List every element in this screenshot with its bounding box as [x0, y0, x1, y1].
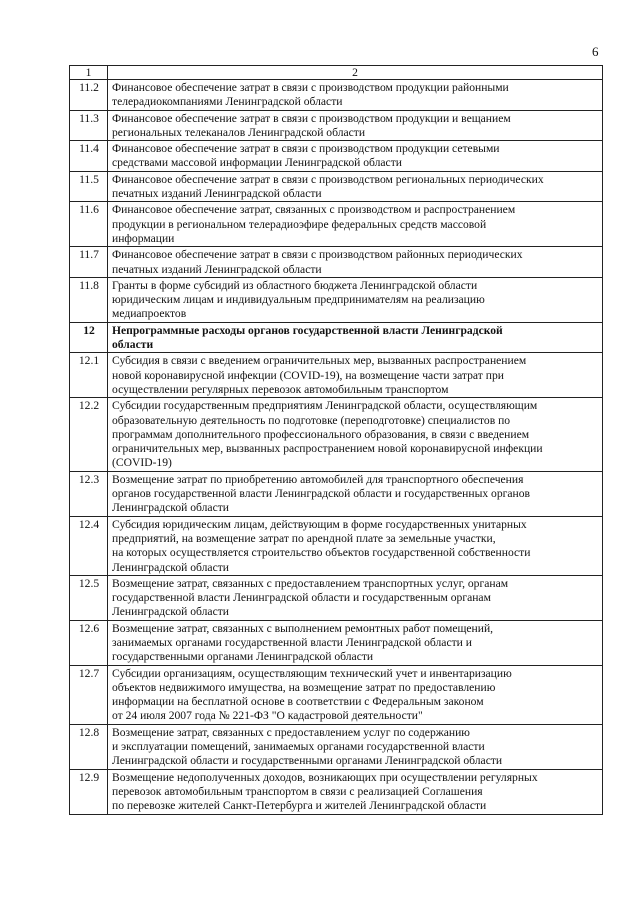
description-line: от 24 июля 2007 года № 221-ФЗ "О кадастровой деятельности": [112, 709, 423, 723]
page-number: 6: [592, 44, 599, 59]
description-line: новой коронавирусной инфекции (COVID-19), на возмещение части затрат при: [112, 368, 504, 382]
row-number: 12.7: [70, 665, 108, 724]
description-line: ограничительных мер, вызванных распространением новой коронавирусной инфекции: [112, 442, 543, 456]
description-line: осуществлении регулярных перевозок автомобильным транспортом: [112, 382, 449, 396]
description-line: Ленинградской области: [112, 560, 229, 574]
table-row: [70, 110, 603, 141]
row-number: 11.5: [70, 171, 108, 202]
row-description: [108, 665, 603, 724]
row-number: 11.3: [70, 110, 108, 141]
description-line: государственными органами Ленинградской области: [112, 650, 374, 664]
row-number: 12.6: [70, 620, 108, 665]
row-description: [108, 110, 603, 141]
expenditure-table: [69, 65, 603, 815]
description-line: Субсидии государственным предприятиям Ленинградской области, осуществляющим: [112, 399, 538, 413]
row-number: 11.2: [70, 80, 108, 111]
row-description: [108, 575, 603, 620]
description-line: перевозок автомобильным транспортом в связи с реализацией Соглашения: [112, 784, 483, 798]
table-row: [70, 471, 603, 516]
description-line: Субсидия юридическим лицам, действующим в форме государственных унитарных: [112, 517, 527, 531]
row-number: 12.2: [70, 398, 108, 471]
table-row: [70, 171, 603, 202]
description-line: органов государственной власти Ленинградской области и государственных органов: [112, 487, 531, 501]
description-line: занимаемых органами государственной власти Ленинградской области и: [112, 635, 472, 649]
description-line: информации на бесплатной основе в соответствии с Федеральным законом: [112, 695, 484, 709]
table-row: [70, 247, 603, 278]
description-line: Возмещение затрат, связанных с предоставлением услуг по содержанию: [112, 725, 470, 739]
description-line: области: [112, 338, 154, 352]
description-line: Ленинградской области: [112, 501, 229, 515]
row-description: [108, 353, 603, 398]
description-line: Финансовое обеспечение затрат в связи с производством продукции районными: [112, 81, 509, 94]
description-line: Непрограммные расходы органов государственной власти Ленинградской: [112, 323, 503, 337]
row-number: 11.8: [70, 277, 108, 322]
description-line: региональных телеканалов Ленинградской области: [112, 125, 366, 139]
description-line: Финансовое обеспечение затрат, связанных с производством и распространением: [112, 203, 516, 217]
column-header-description: 2: [108, 66, 603, 80]
row-description: [108, 247, 603, 278]
row-description: [108, 398, 603, 471]
row-description: [108, 620, 603, 665]
table-row: [70, 665, 603, 724]
description-line: печатных изданий Ленинградской области: [112, 262, 322, 276]
row-number: 12.3: [70, 471, 108, 516]
description-line: программам дополнительного профессионального образования, в связи с введением: [112, 427, 530, 441]
row-description: [108, 171, 603, 202]
row-number: 12.9: [70, 769, 108, 814]
description-line: Ленинградской области и государственными органами Ленинградской области: [112, 754, 503, 768]
table-row: [70, 769, 603, 814]
description-line: Финансовое обеспечение затрат в связи с производством продукции и вещанием: [112, 111, 511, 125]
row-description: [108, 769, 603, 814]
description-line: Возмещение недополученных доходов, возникающих при осуществлении регулярных: [112, 770, 538, 784]
table-row: [70, 202, 603, 247]
description-line: Ленинградской области: [112, 605, 229, 619]
table-row: [70, 516, 603, 575]
row-description: [108, 322, 603, 353]
description-line: по перевозке жителей Санкт-Петербурга и жителей Ленинградской области: [112, 799, 487, 813]
description-line: информации: [112, 231, 175, 245]
row-description: [108, 471, 603, 516]
table-header-row: [70, 66, 603, 80]
row-number: 12.4: [70, 516, 108, 575]
description-line: предприятий, на возмещение затрат по арендной плате за земельные участки,: [112, 531, 496, 545]
description-line: Возмещение затрат по приобретению автомобилей для транспортного обеспечения: [112, 472, 524, 486]
table-row: [70, 620, 603, 665]
table-row: [70, 398, 603, 471]
description-line: объектов недвижимого имущества, на возмещение затрат по предоставлению: [112, 680, 496, 694]
row-number: 11.4: [70, 141, 108, 172]
description-line: Финансовое обеспечение затрат в связи с производством продукции сетевыми: [112, 142, 500, 156]
row-number: 11.6: [70, 202, 108, 247]
table-row: [70, 141, 603, 172]
table-body: [70, 80, 603, 815]
description-line: Возмещение затрат, связанных с предоставлением транспортных услуг, органам: [112, 576, 509, 590]
table-row: [70, 724, 603, 769]
description-line: Субсидии организациям, осуществляющим технический учет и инвентаризацию: [112, 666, 512, 680]
description-line: Финансовое обеспечение затрат в связи с производством районных периодических: [112, 248, 523, 262]
row-description: [108, 277, 603, 322]
description-line: Гранты в форме субсидий из областного бюджета Ленинградской области: [112, 278, 478, 292]
row-description: [108, 724, 603, 769]
description-line: Субсидия в связи с введением ограничительных мер, вызванных распространением: [112, 354, 527, 368]
description-line: продукции в региональном телерадиоэфире федеральных средств массовой: [112, 217, 487, 231]
description-line: образовательную деятельность по подготовке (переподготовке) специалистов по: [112, 413, 511, 427]
table-row: [70, 353, 603, 398]
description-line: печатных изданий Ленинградской области: [112, 187, 322, 201]
column-header-number: 1: [70, 66, 108, 80]
row-number: 12.5: [70, 575, 108, 620]
row-number: 12.1: [70, 353, 108, 398]
description-line: медиапроектов: [112, 307, 187, 321]
row-number: 11.7: [70, 247, 108, 278]
description-line: Финансовое обеспечение затрат в связи с производством региональных периодических: [112, 172, 544, 186]
description-line: (COVID-19): [112, 456, 172, 470]
description-line: Возмещение затрат, связанных с выполнением ремонтных работ помещений,: [112, 621, 494, 635]
description-line: телерадиокомпаниями Ленинградской области: [112, 95, 343, 109]
row-description: [108, 80, 603, 111]
table-row: [70, 80, 603, 111]
table-row: [70, 277, 603, 322]
table-row: [70, 575, 603, 620]
description-line: на которых осуществляется строительство объектов государственной собственности: [112, 546, 531, 560]
row-number: 12: [70, 322, 108, 353]
description-line: государственной власти Ленинградской области и государственным органам: [112, 591, 491, 605]
description-line: средствами массовой информации Ленинградской области: [112, 156, 402, 170]
row-description: [108, 516, 603, 575]
row-description: [108, 202, 603, 247]
row-description: [108, 141, 603, 172]
description-line: юридическим лицам и индивидуальным предпринимателям на реализацию: [112, 293, 485, 307]
row-number: 12.8: [70, 724, 108, 769]
description-line: и эксплуатации помещений, занимаемых органами государственной власти: [112, 740, 485, 754]
table-row: [70, 322, 603, 353]
